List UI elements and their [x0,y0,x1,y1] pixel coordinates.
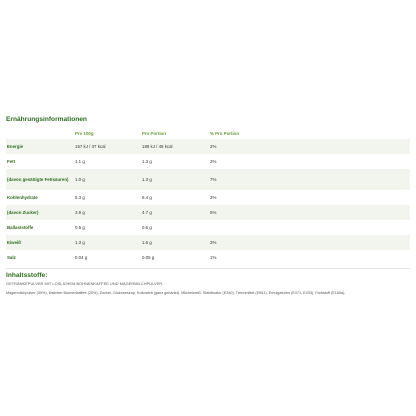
value-per-100g: 157 kJ / 37 kcal [75,139,142,154]
table-row [6,220,410,235]
value-per-100g: 0.5 g [75,224,85,230]
value-per-100g: 1.1 g [75,158,85,164]
nutrient-label: Kohlenhydrate [7,194,38,200]
nutrient-label: Eiweiß [6,235,75,250]
ingredients-subtitle: GETRÄNKEPULVER MIT LÖSLICHEM BOHNENKAFFEE UND MAGERMILCHPULVER. [6,281,164,286]
nutrient-label: (davon Zucker) [6,205,75,220]
value-per-portion: 0.6 g [142,224,152,230]
table-row [6,205,410,220]
value-percent-portion: 5% [210,205,410,220]
table-header-row [6,128,410,139]
value-percent-portion: 2% [210,139,410,154]
nutrient-label: (davon gesättigte Fettsäuren) [6,169,75,190]
value-per-100g: 1.3 g [75,235,142,250]
value-per-portion: 189 kJ / 45 kcal [142,139,210,154]
ingredients-list: Magermilchpulver (30%), löslicher Bohnenkaffee (25%), Zucker, Glukosesirup, Kokosfett (ganz gehärtet), Milcheiweiß, Stabilisator (E340), Trennmittel (E551), Emulgatoren (E471, E433), Farbstoff (E160a). [6,291,346,295]
value-per-portion: 1.3 g [142,158,152,164]
nutrient-label: Energie [6,139,75,154]
value-percent-portion: 7% [210,169,410,190]
value-per-portion: 1.3 g [142,169,210,190]
column-header-per-portion: Pro Portion [142,131,166,136]
value-per-100g: 5.3 g [75,194,85,200]
value-per-100g: 1.0 g [75,169,142,190]
nutrition-table [6,128,410,265]
value-per-portion: 4.7 g [142,205,210,220]
table-row [6,169,410,190]
column-header-per-100g: Pro 100g [75,131,94,136]
nutrient-label: Salz [7,254,16,260]
nutrition-title: Ernährungsinformationen [6,116,87,123]
nutrient-label: Ballaststoffe [7,224,34,230]
value-per-portion: 0.05 g [142,254,155,260]
column-header [6,128,75,139]
column-header-percent-portion: % Pro Portion [210,131,240,136]
table-row [6,154,410,169]
value-percent-portion: 1% [210,254,217,260]
value-percent-portion: 2% [210,158,217,164]
table-row [6,235,410,250]
value-per-100g: 0.04 g [75,254,88,260]
value-per-portion: 1.6 g [142,235,210,250]
value-percent-portion: 3% [210,235,410,250]
value-per-100g: 3.9 g [75,205,142,220]
table-row [6,190,410,205]
ingredients-title: Inhaltsstoffe: [6,272,48,279]
table-row [6,139,410,154]
value-per-portion: 6.4 g [142,194,152,200]
value-percent-portion [210,220,410,235]
value-percent-portion: 2% [210,194,217,200]
nutrient-label: Fett [7,158,16,164]
section-divider [6,268,410,269]
table-row [6,250,410,265]
